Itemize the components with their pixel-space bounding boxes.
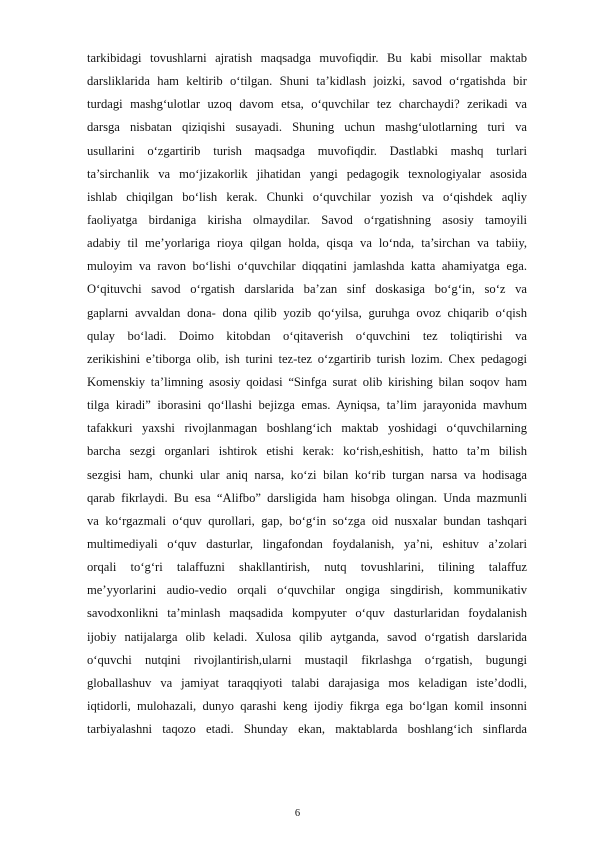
text-line: Komenskiy ta’limning asosiy qoidasi “Sinfga surat olib kirishing bilan soqov ham	[87, 374, 527, 389]
text-line: tafakkuri yaxshi rivojlanmagan boshlang‘ich maktab yoshidagi o‘quvchilarning	[87, 421, 527, 436]
text-line: muloyim va ravon bo‘lishi o‘quvchilar diqqatini jamlashda katta ahamiyatga ega.	[87, 259, 527, 274]
text-line: gaplarni avvaldan dona- dona qilib yozib qo‘yilsa, guruhga ovoz chiqarib o‘qish	[87, 305, 527, 320]
text-line: tarkibidagi tovushlarni ajratish maqsadga muvofiqdir. Bu kabi misollar maktab	[87, 51, 527, 65]
text-line: darsga nisbatan qiziqishi susayadi. Shuning uchun mashg‘ulotlarning turi va	[87, 120, 527, 135]
text-line: o‘quvchi nutqini rivojlantirish,ularni mustaqil fikrlashga o‘rgatish, bugungi	[87, 652, 527, 667]
text-line: turdagi mashg‘ulotlar uzoq davom etsa, o‘quvchilar tez charchaydi? zerikadi va	[87, 97, 527, 112]
text-line: ta’sirchanlik va mo‘jizakorlik jihatidan yangi pedagogik texnologiyalar asosida	[87, 166, 527, 181]
text-line: va ko‘rgazmali o‘quv qurollari, gap, bo‘g‘in so‘zga oid nusxalar bundan tashqari	[87, 513, 527, 528]
text-line: zerikishini e’tiborga olib, ish turini tez-tez o‘zgartirib turish lozim. Chex pedagogi	[87, 351, 527, 366]
text-line: iqtidorli, mulohazali, dunyo qarashi keng ijodiy fikrga ega bo‘lgan komil insonni	[87, 698, 527, 713]
text-line: qulay bo‘ladi. Doimo kitobdan o‘qitaverish o‘quvchini tez toliqtirishi va	[87, 328, 527, 343]
text-line: tarbiyalashni taqozo etadi. Shunday ekan, maktablarda boshlang‘ich sinflarda	[87, 722, 527, 737]
text-line: adabiy til me’yorlariga rioya qilgan holda, qisqa va lo‘nda, ta’sirchan va tabiiy,	[87, 236, 527, 251]
text-line: faoliyatga birdaniga kirisha olmaydilar. Savod o‘rgatishning asosiy tamoyili	[87, 212, 527, 227]
text-line: orqali to‘g‘ri talaffuzni shakllantirish, nutq tovushlarini, tilining talaffuz	[87, 560, 527, 575]
text-line: me’yyorlarini audio-vedio orqali o‘quvchilar ongiga singdirish, kommunikativ	[87, 583, 527, 598]
text-line: qarab fikrlaydi. Bu esa “Alifbo” darsligida ham hisobga olingan. Unda mazmunli	[87, 490, 527, 505]
text-line: ishlab chiqilgan bo‘lish kerak. Chunki o‘quvchilar yozish va o‘qishdek aqliy	[87, 189, 527, 204]
text-line: ijobiy natijalarga olib keladi. Xulosa qilib aytganda, savod o‘rgatish darslarida	[87, 629, 527, 644]
text-line: globallashuv va jamiyat taraqqiyoti talabi darajasiga mos keladigan iste’dodli,	[87, 675, 527, 690]
text-line: sezgisi ham, chunki ular aniq narsa, ko‘zi bilan ko‘rib turgan narsa va hodisaga	[87, 467, 527, 482]
text-line: barcha sezgi organlari ishtirok etishi kerak: ko‘rish,eshitish, hatto ta’m bilish	[87, 444, 527, 459]
text-line: O‘qituvchi savod o‘rgatish darslarida ba’zan sinf doskasiga bo‘g‘in, so‘z va	[87, 282, 527, 297]
text-line: tilga kiradi” iborasini qo‘llashi bejizga emas. Ayniqsa, ta’lim jarayonida mavhum	[87, 398, 527, 413]
text-line: usullarini o‘zgartirib turish maqsadga muvofiqdir. Dastlabki mashq turlari	[87, 143, 527, 158]
page-number: 6	[294, 808, 301, 819]
text-line: multimediyali o‘quv dasturlar, lingafondan foydalanish, ya’ni, eshituv a’zolari	[87, 536, 527, 551]
text-line: savodxonlikni ta’minlash maqsadida kompyuter o‘quv dasturlaridan foydalanish	[87, 606, 527, 621]
text-line: darsliklarida ham keltirib o‘tilgan. Shuni ta’kidlash joizki, savod o‘rgatishda bir	[87, 74, 527, 89]
body-text	[87, 47, 527, 741]
